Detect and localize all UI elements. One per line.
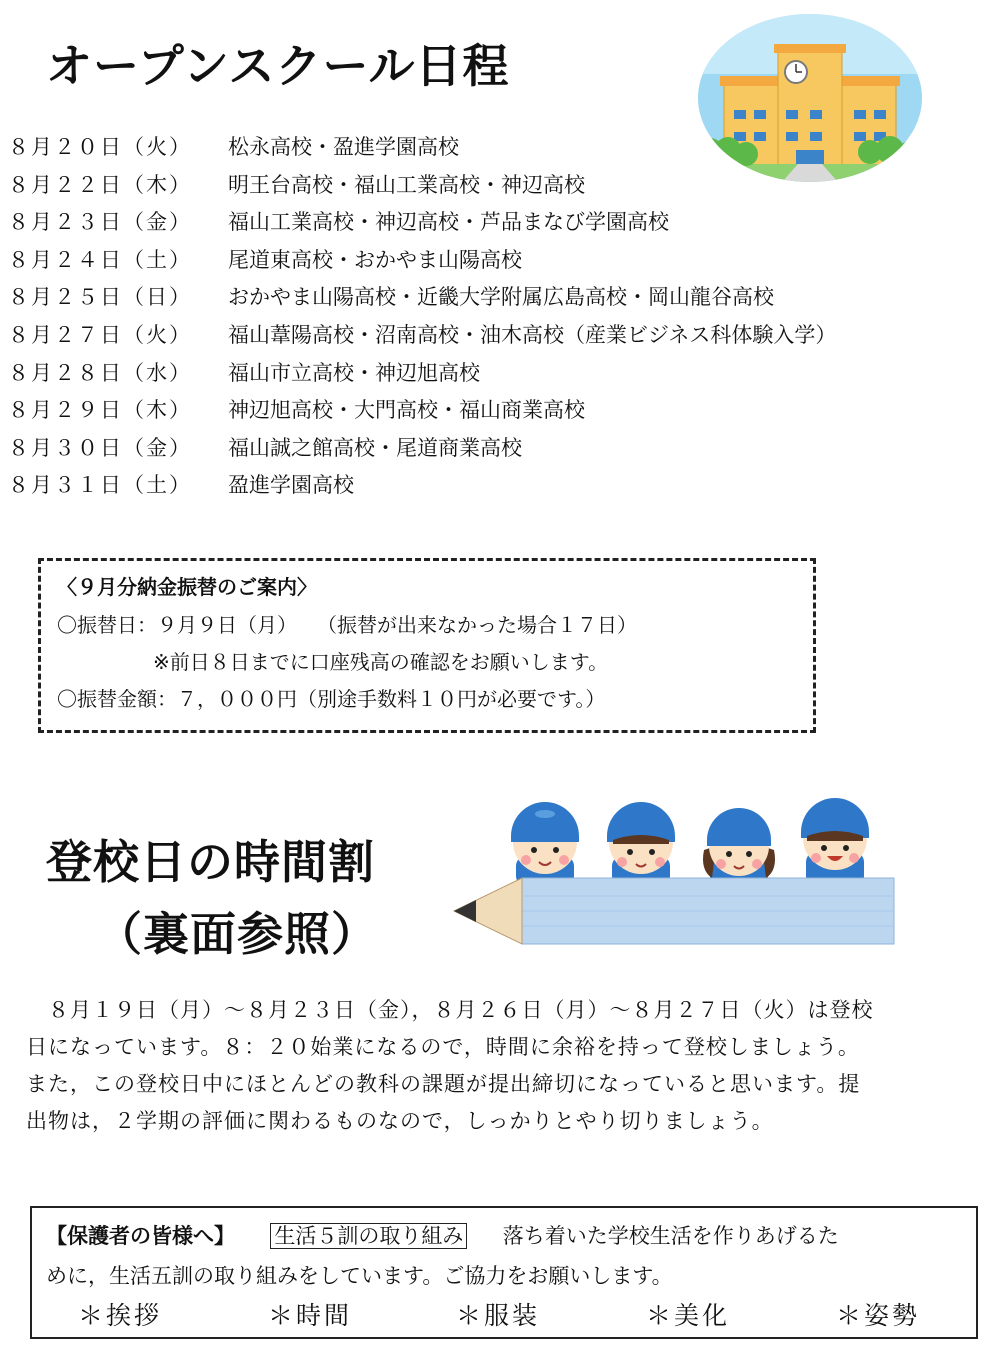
- schedule-date: ８月２９日（木）: [8, 398, 192, 422]
- schedule-row: [8, 318, 836, 352]
- schedule-row: [8, 393, 585, 427]
- school-day-subtitle: （裏面参照）: [96, 907, 378, 961]
- schedule-row: [8, 168, 585, 202]
- parents-line-1-rest: 落ち着いた学校生活を作りあげるた: [502, 1224, 839, 1248]
- payment-amount: 〇振替金額：７，０００円（別途手数料１０円が必要です。）: [57, 687, 606, 711]
- schedule-date: ８月２５日（日）: [8, 285, 192, 309]
- schedule-schools: 明王台高校・福山工業高校・神辺高校: [228, 173, 585, 197]
- schedule-schools: 盈進学園高校: [228, 473, 354, 497]
- schedule-date: ８月２７日（火）: [8, 323, 192, 347]
- schedule-date: ８月２３日（金）: [8, 210, 192, 234]
- schedule-row: [8, 468, 354, 502]
- paragraph-line: 日になっています。８：２０始業になるので，時間に余裕を持って登校しましょう。: [26, 1035, 860, 1059]
- kids-pencil-illustration: [450, 786, 896, 950]
- rule-greeting: ＊挨拶: [78, 1301, 163, 1330]
- rule-dress: ＊服装: [456, 1301, 541, 1330]
- payment-heading: 〈９月分納金振替のご案内〉: [57, 575, 317, 599]
- parents-line-1: [46, 1220, 839, 1250]
- paragraph-line: 出物は，２学期の評価に関わるものなので，しっかりとやり切りましょう。: [26, 1109, 774, 1133]
- payment-notice-box: [38, 558, 816, 733]
- schedule-date: ８月２８日（水）: [8, 361, 192, 385]
- schedule-date: ８月２４日（土）: [8, 248, 192, 272]
- schedule-schools: 福山葦陽高校・沼南高校・油木高校（産業ビジネス科体験入学）: [228, 323, 837, 347]
- school-day-paragraph: [26, 992, 978, 1140]
- rule-cleanliness: ＊美化: [646, 1301, 731, 1330]
- schedule-date: ８月３１日（土）: [8, 473, 192, 497]
- schedule-schools: 松永高校・盈進学園高校: [228, 135, 459, 159]
- rule-time: ＊時間: [268, 1301, 353, 1330]
- schedule-row: [8, 280, 774, 314]
- open-school-title: オープンスクール日程: [46, 39, 510, 93]
- schedule-date: ８月２２日（木）: [8, 173, 192, 197]
- schedule-schools: 福山工業高校・神辺高校・芦品まなび学園高校: [228, 210, 669, 234]
- school-building-illustration: [698, 14, 922, 182]
- parents-label: 【保護者の皆様へ】: [46, 1224, 235, 1248]
- schedule-schools: 福山市立高校・神辺旭高校: [228, 361, 480, 385]
- schedule-row: [8, 356, 480, 390]
- schedule-row: [8, 431, 522, 465]
- schedule-row: [8, 205, 669, 239]
- schedule-row: [8, 243, 522, 277]
- parents-notice-box: [30, 1206, 978, 1339]
- schedule-schools: 尾道東高校・おかやま山陽高校: [228, 248, 522, 272]
- school-day-title: 登校日の時間割: [46, 835, 375, 889]
- schedule-schools: おかやま山陽高校・近畿大学附属広島高校・岡山龍谷高校: [228, 285, 774, 309]
- payment-note: ※前日８日までに口座残高の確認をお願いします。: [153, 650, 609, 674]
- schedule-schools: 福山誠之館高校・尾道商業高校: [228, 436, 522, 460]
- parents-line-2: めに，生活五訓の取り組みをしています。ご協力をお願いします。: [46, 1264, 673, 1288]
- schedule-row: [8, 130, 459, 164]
- rule-posture: ＊姿勢: [836, 1301, 921, 1330]
- schedule-date: ８月３０日（金）: [8, 436, 192, 460]
- schedule-date: ８月２０日（火）: [8, 135, 192, 159]
- payment-transfer-date: 〇振替日：９月９日（月） （振替が出来なかった場合１７日）: [57, 613, 637, 637]
- schedule-schools: 神辺旭高校・大門高校・福山商業高校: [228, 398, 585, 422]
- paragraph-line: ８月１９日（月）～８月２３日（金），８月２６日（月）～８月２７日（火）は登校: [26, 998, 874, 1022]
- five-rules-title: 生活５訓の取り組み: [270, 1223, 467, 1249]
- paragraph-line: また，この登校日中にほとんどの教科の課題が提出締切になっていると思います。提: [26, 1072, 861, 1096]
